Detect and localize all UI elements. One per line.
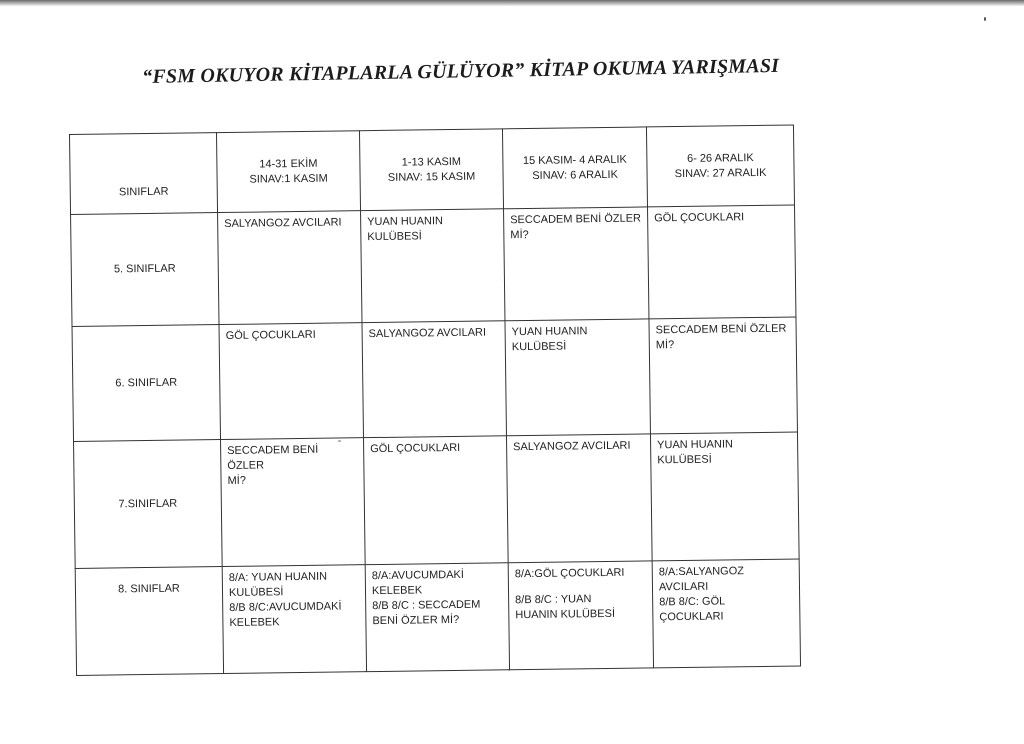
row-label: 7.SINIFLAR <box>118 497 178 510</box>
book-title-line: 8/B 8/C:AVUCUMDAKİ <box>229 600 342 614</box>
book-cell <box>652 559 800 668</box>
table-row-grade-8 <box>75 559 800 675</box>
row-label-cell <box>75 567 223 676</box>
book-title-line: Mİ? <box>655 339 675 352</box>
book-title-line: Mİ? <box>227 474 246 487</box>
book-cell <box>365 563 509 672</box>
book-title-line: KULÜBESİ <box>657 453 712 467</box>
book-cell <box>505 319 650 436</box>
book-cell <box>218 211 362 325</box>
scan-speck <box>984 17 986 21</box>
book-title-line: 8/B 8/C : SECCADEM <box>372 598 481 613</box>
period-header-cell <box>359 129 503 211</box>
book-title-line: 8/A: YUAN HUANIN <box>228 570 328 584</box>
period-dates: 15 KASIM- 4 ARALIK <box>522 153 627 167</box>
scan-top-edge <box>0 0 1024 6</box>
book-title-line: AVCILARI <box>658 580 709 594</box>
book-title-line: SALYANGOZ AVCILARI <box>513 439 631 454</box>
document-title: “FSM OKUYOR KİTAPLARLA GÜLÜYOR” KİTAP OKUMA YARIŞMASI <box>142 54 780 88</box>
period-exam-date: SINAV: 6 ARALIK <box>532 168 618 182</box>
book-cell <box>506 434 652 563</box>
row-label: 6. SINIFLAR <box>115 376 178 389</box>
column-header-classes: SINIFLAR <box>118 185 169 199</box>
book-title-line: SECCADEM BENİ ÖZLER <box>227 443 319 472</box>
row-label: 5. SINIFLAR <box>113 262 176 276</box>
period-header-cell <box>216 131 360 213</box>
book-cell <box>364 436 509 565</box>
book-title-line: KULÜBESİ <box>511 340 567 354</box>
period-exam-date: SINAV: 27 ARALIK <box>674 166 767 180</box>
book-cell <box>650 432 799 561</box>
period-dates: 1-13 KASIM <box>401 155 462 169</box>
period-header-cell <box>646 125 794 207</box>
book-cell <box>508 561 653 670</box>
book-title-line: SECCADEM BENİ ÖZLER <box>655 322 787 337</box>
reading-schedule-table <box>69 125 801 676</box>
corner-header-cell <box>70 133 218 215</box>
book-title-line: SECCADEM BENİ ÖZLER <box>510 212 642 227</box>
book-cell <box>219 323 363 440</box>
book-cell <box>504 207 649 321</box>
book-title-line: 8/B 8/C : YUAN <box>515 593 592 607</box>
book-title-line: YUAN HUANIN <box>657 438 733 452</box>
book-title-line: Mİ? <box>510 228 529 242</box>
table-row-grade-6 <box>72 317 797 441</box>
book-title-line: KELEBEK <box>229 616 280 629</box>
book-title-line: GÖL ÇOCUKLARI <box>370 441 461 456</box>
book-cell <box>361 209 505 323</box>
book-cell <box>648 205 796 319</box>
row-label-cell <box>72 325 220 442</box>
row-label: 8. SINIFLAR <box>118 582 180 596</box>
period-exam-date: SINAV: 15 KASIM <box>387 170 476 184</box>
book-title-line: SALYANGOZ AVCILARI <box>224 216 342 230</box>
book-title-line: KULÜBESİ <box>228 586 284 599</box>
book-title-line: 8/A:SALYANGOZ <box>658 565 745 579</box>
row-label-cell <box>71 213 219 327</box>
book-cell <box>649 317 797 434</box>
book-title-line: HUANIN KULÜBESİ <box>515 607 616 622</box>
book-cell <box>221 438 366 567</box>
schedule-table-container <box>69 125 801 676</box>
book-title-line: GÖL ÇOCUKLARI <box>654 211 745 225</box>
book-title-line: ÇOCUKLARI <box>659 610 724 624</box>
period-dates: 6- 26 ARALIK <box>686 151 754 165</box>
book-title-line: KULÜBESİ <box>367 230 422 244</box>
book-cell <box>222 565 366 674</box>
book-title-line: 8/B 8/C: GÖL <box>659 595 726 609</box>
book-title-line: YUAN HUANIN <box>367 215 444 229</box>
row-label-cell <box>74 440 223 569</box>
period-exam-date: SINAV:1 KASIM <box>249 172 328 186</box>
table-row-grade-5 <box>71 205 796 326</box>
table-header-row <box>70 125 795 214</box>
period-dates: 14-31 EKİM <box>259 157 318 171</box>
book-title-line: 8/A:GÖL ÇOCUKLARI <box>514 566 625 581</box>
table-row-grade-7 <box>74 432 800 568</box>
period-header-cell <box>502 127 647 209</box>
book-title-line: KELEBEK <box>371 584 423 598</box>
book-cell <box>362 321 506 438</box>
book-title-line: BENİ ÖZLER Mİ? <box>372 613 460 628</box>
book-title-line: 8/A:AVUCUMDAKİ <box>371 568 464 583</box>
book-title-line: YUAN HUANIN <box>511 325 588 339</box>
book-title-line: SALYANGOZ AVCILARI <box>368 326 487 341</box>
book-title-line: GÖL ÇOCUKLARI <box>225 328 316 342</box>
